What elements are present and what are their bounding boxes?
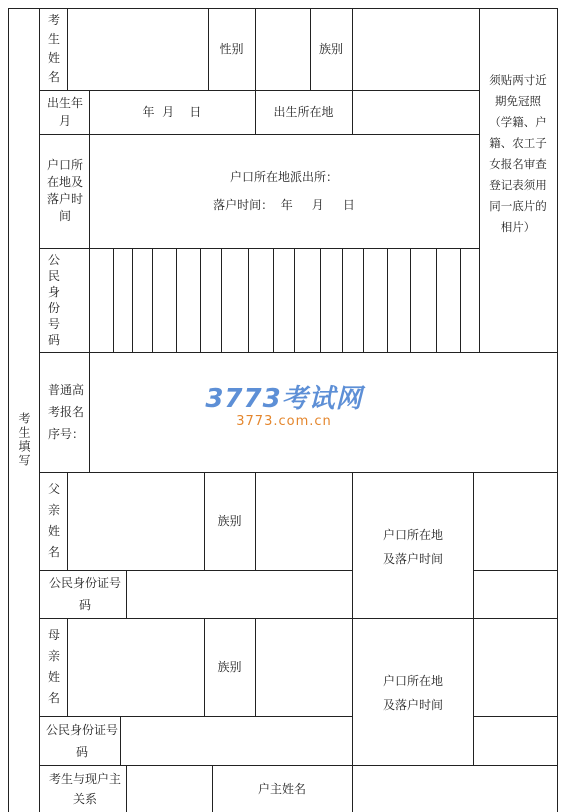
mother-name-label: 母亲姓名 — [47, 628, 60, 705]
exam-reg-label: 普通高考报名序号： — [48, 383, 85, 441]
section-label: 考生填写 — [17, 412, 31, 468]
watermark-sub: 3773.com.cn — [236, 414, 332, 429]
watermark-main: 3773考试网 — [205, 384, 363, 414]
householder-label: 户主姓名 — [257, 781, 306, 796]
rule — [126, 570, 127, 618]
rule — [39, 248, 479, 249]
rule — [352, 90, 353, 134]
birth-label: 出生年月 — [46, 96, 83, 128]
birth-date-format: 年 月 日 — [142, 105, 202, 119]
rule — [39, 8, 40, 812]
rule — [39, 472, 557, 473]
rule — [176, 248, 177, 352]
rule — [89, 90, 90, 472]
mother-hukou-label: 户口所在地及落户时间 — [382, 674, 443, 712]
rule — [221, 248, 222, 352]
watermark — [204, 384, 364, 434]
hukou-label: 户口所在地及落户时间 — [47, 158, 84, 223]
rule — [363, 248, 364, 352]
birthplace-label: 出生所在地 — [273, 105, 334, 119]
rule — [352, 765, 353, 812]
rule — [352, 8, 353, 90]
father-id-label: 公民身份证号码 — [48, 576, 121, 612]
rule — [320, 248, 321, 352]
rule — [410, 248, 411, 352]
gender-label: 性别 — [219, 42, 244, 56]
rule — [113, 248, 114, 352]
rule — [479, 8, 480, 352]
rule — [8, 8, 39, 9]
rule — [39, 134, 479, 135]
rule — [67, 472, 68, 570]
mother-ethnicity-label: 族别 — [217, 660, 242, 674]
rule — [132, 248, 133, 352]
name-label: 考生姓名 — [47, 13, 60, 84]
rule — [152, 248, 153, 352]
rule — [352, 472, 353, 618]
rule — [126, 765, 127, 812]
rule — [255, 618, 256, 716]
rule — [273, 248, 274, 352]
ethnicity-label: 族别 — [318, 42, 343, 56]
rule — [200, 248, 201, 352]
hukou-police-label: 户口所在地派出所： — [229, 170, 338, 184]
id-label: 公民身份号码 — [47, 253, 60, 347]
rule — [120, 716, 121, 765]
father-name-label: 父亲姓名 — [47, 482, 60, 559]
father-ethnicity-label: 族别 — [217, 514, 242, 528]
rule — [436, 248, 437, 352]
rule — [39, 618, 557, 619]
rule — [473, 570, 557, 571]
rule — [473, 472, 474, 618]
rule — [255, 8, 256, 90]
rule — [39, 352, 557, 353]
rule — [473, 716, 557, 717]
rule — [352, 618, 353, 765]
rule — [255, 472, 256, 570]
rule — [557, 8, 558, 812]
rule — [460, 248, 461, 352]
rule — [67, 618, 68, 716]
hukou-time-label: 落户时间： 年 月 日 — [213, 198, 355, 212]
relation-label: 考生与现户主关系 — [48, 771, 121, 806]
rule — [248, 248, 249, 352]
rule — [67, 8, 68, 90]
rule — [473, 618, 474, 765]
father-hukou-label: 户口所在地及落户时间 — [382, 528, 443, 566]
rule — [387, 248, 388, 352]
mother-id-label: 公民身份证号码 — [46, 722, 119, 759]
rule — [294, 248, 295, 352]
rule — [342, 248, 343, 352]
photo-note: 须贴两寸近期免冠照（学籍、户籍、农工子女报名审查登记表须用同一底片的相片） — [489, 73, 547, 234]
